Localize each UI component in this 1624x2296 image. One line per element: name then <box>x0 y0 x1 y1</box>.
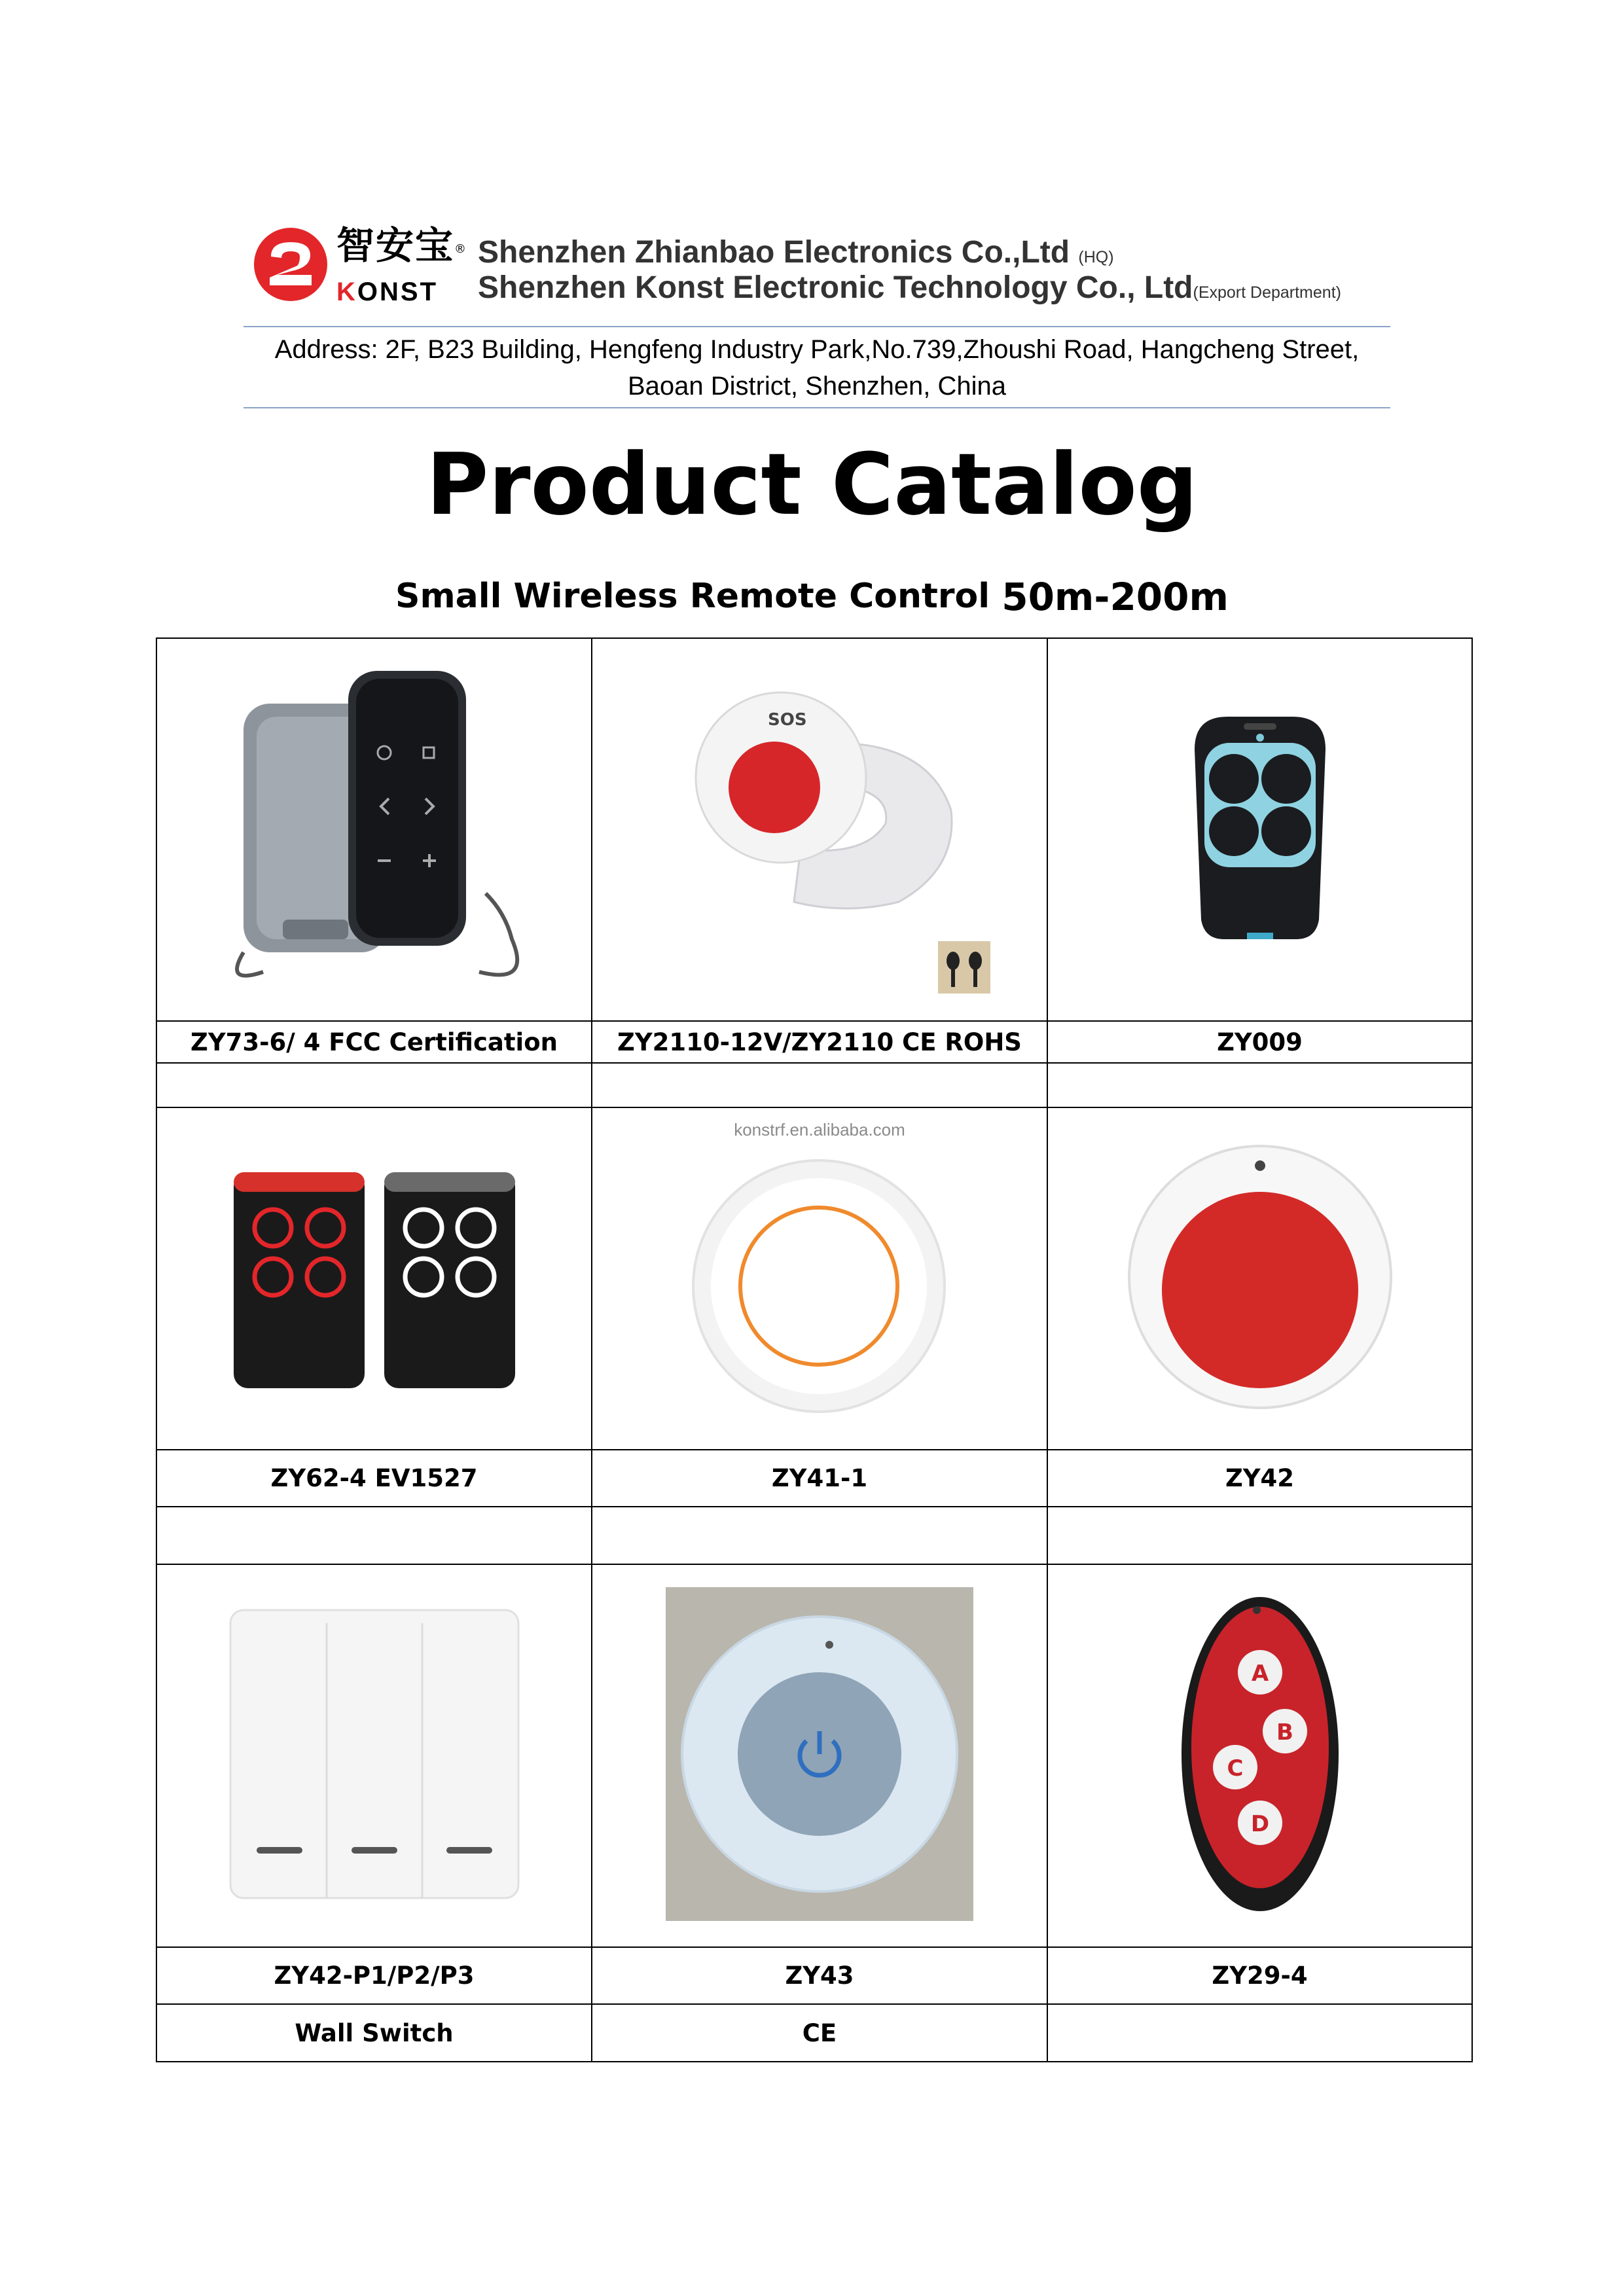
header-divider-top <box>244 326 1390 327</box>
product-model-label: ZY42-P1/P2/P3 <box>156 1947 592 2004</box>
svg-text:D: D <box>1250 1811 1269 1837</box>
product-note-row <box>156 1063 1472 1107</box>
zy41-button-image <box>681 1149 956 1424</box>
product-note <box>1047 1063 1472 1107</box>
product-image-cell <box>592 1107 1047 1450</box>
product-image-row <box>156 1564 1472 1947</box>
company-address: Address: 2F, B23 Building, Hengfeng Industry Park,No.739,Zhoushi Road, Hangcheng Street, Baoan District, Shenzhen, China <box>274 335 1360 401</box>
product-image-cell <box>1047 638 1472 1021</box>
zy43-button-image <box>666 1587 973 1921</box>
product-label-row <box>156 1021 1472 1063</box>
product-image-cell <box>156 1564 592 1947</box>
svg-text:SOS: SOS <box>768 710 807 730</box>
product-model-label: ZY42 <box>1047 1450 1472 1507</box>
product-model-label: ZY29-4 <box>1047 1947 1472 2004</box>
company-name-export: Shenzhen Konst Electronic Technology Co., Ltd(Export Department) <box>478 270 1341 305</box>
product-model-label: ZY73-6/ 4 FCC Certification <box>156 1021 592 1063</box>
logo-konst-wordmark: KONST <box>336 278 439 306</box>
product-model-label: ZY2110-12V/ZY2110 CE ROHS <box>592 1021 1047 1063</box>
product-note-row <box>156 1507 1472 1564</box>
product-note <box>156 1063 592 1107</box>
product-note <box>156 1507 592 1564</box>
zy73-remote-image <box>204 664 545 992</box>
product-model-label: ZY43 <box>592 1947 1047 2004</box>
product-image-cell <box>156 638 592 1021</box>
company-logo-icon <box>251 225 330 304</box>
product-note: CE <box>592 2004 1047 2062</box>
product-model-label: ZY009 <box>1047 1021 1472 1063</box>
logo-chinese-name: 智安宝® <box>336 223 468 268</box>
product-label-row <box>156 1947 1472 2004</box>
product-image-cell <box>156 1107 592 1450</box>
product-note <box>1047 2004 1472 2062</box>
product-note: Wall Switch <box>156 2004 592 2062</box>
svg-text:C: C <box>1227 1755 1243 1782</box>
product-note <box>592 1507 1047 1564</box>
letterhead <box>244 223 1390 412</box>
company-name-hq: Shenzhen Zhianbao Electronics Co.,Ltd (HQ) <box>478 235 1114 270</box>
zy009-remote-image <box>1182 704 1339 952</box>
product-image-cell <box>592 638 1047 1021</box>
product-table <box>156 637 1473 2062</box>
zy42-p-wall-switch-image <box>224 1604 525 1905</box>
product-image-cell <box>1047 1564 1472 1947</box>
svg-text:B: B <box>1276 1719 1293 1746</box>
product-image-cell <box>592 1564 1047 1947</box>
product-image-row <box>156 638 1472 1021</box>
zy62-remote-image <box>221 1159 528 1395</box>
svg-text:A: A <box>1251 1660 1269 1687</box>
product-note <box>1047 1507 1472 1564</box>
product-label-row <box>156 1450 1472 1507</box>
product-model-label: ZY41-1 <box>592 1450 1047 1507</box>
product-image-row <box>156 1107 1472 1450</box>
header-divider-bottom <box>244 407 1390 408</box>
page-title: Product Catalog <box>426 435 1198 534</box>
zy29-remote-image <box>1175 1590 1345 1918</box>
product-model-label: ZY62-4 EV1527 <box>156 1450 592 1507</box>
zy2110-sos-wristband-image <box>650 653 990 1007</box>
page-subtitle: Small Wireless Remote Control 50m-200m <box>395 575 1229 619</box>
product-image-cell <box>1047 1107 1472 1450</box>
product-note-row <box>156 2004 1472 2062</box>
zy42-button-image <box>1123 1139 1398 1414</box>
image-watermark: konstrf.en.alibaba.com <box>734 1120 905 1139</box>
product-note <box>592 1063 1047 1107</box>
